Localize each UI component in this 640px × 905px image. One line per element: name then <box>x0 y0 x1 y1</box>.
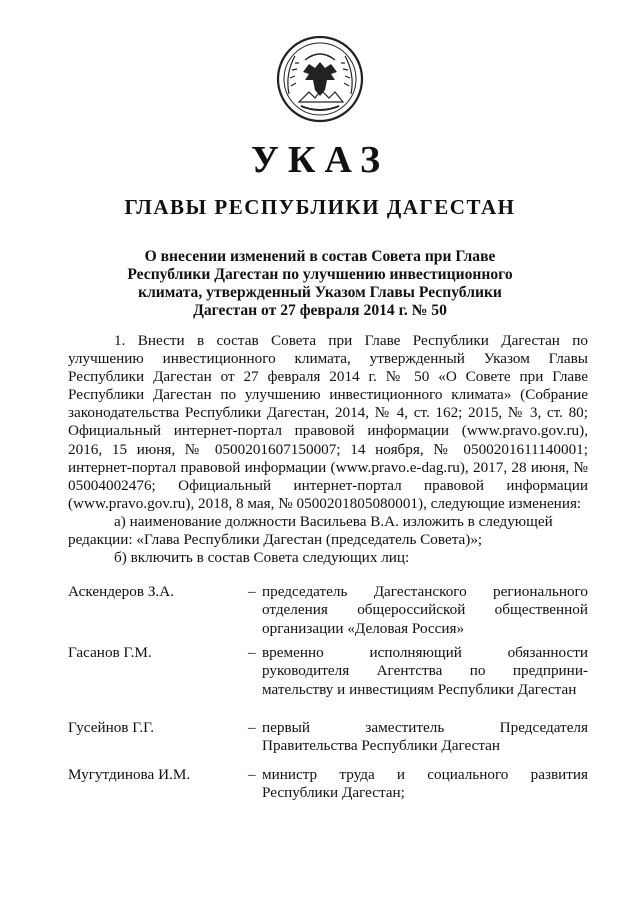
member-role-line: первый заместитель Председателя <box>262 719 588 736</box>
member-role-line: мательству и инвестициям Республики Дагестан <box>262 680 577 698</box>
member-role <box>262 644 588 699</box>
member-dash: – <box>248 644 256 661</box>
member-name: Гасанов Г.М. <box>68 644 152 661</box>
heading-line: Республики Дагестан по улучшению инвестиционного <box>127 266 513 283</box>
member-name: Мугутдинова И.М. <box>68 766 191 783</box>
member-name: Гусейнов Г.Г. <box>68 719 155 736</box>
member-role-line: руководителя Агентства по предприни- <box>262 662 588 680</box>
heading-line: Дагестан от 27 февраля 2014 г. № 50 <box>193 302 447 319</box>
item-b: б) включить в состав Совета следующих лиц: <box>114 549 410 567</box>
member-role-line: Республики Дагестан; <box>262 784 405 802</box>
member-role <box>262 719 588 756</box>
member-role-line: отделения общероссийской общественной <box>262 601 588 619</box>
member-role-line: временно исполняющий обязанности <box>262 644 588 661</box>
member-role-line: Правительства Республики Дагестан <box>262 737 501 755</box>
member-role-line: министр труда и социального развития <box>262 766 588 783</box>
member-role-line: организации «Деловая Россия» <box>262 619 465 637</box>
member-role <box>262 583 588 638</box>
decree-body <box>68 332 588 567</box>
item-a-line-1: а) наименование должности Васильева В.А. изложить в следующей <box>114 512 553 530</box>
member-dash: – <box>248 766 256 783</box>
member-name: Аскендеров З.А. <box>68 583 174 600</box>
heading-line: О внесении изменений в состав Совета при Главе <box>144 248 496 265</box>
decree-heading <box>100 248 540 320</box>
heading-line: климата, утвержденный Указом Главы Республики <box>138 284 502 301</box>
coat-of-arms-emblem <box>275 34 365 124</box>
member-dash: – <box>248 719 256 736</box>
document-title: УКАЗ <box>251 139 389 181</box>
member-role <box>262 766 588 803</box>
document-subtitle: ГЛАВЫ РЕСПУБЛИКИ ДАГЕСТАН <box>124 195 516 219</box>
item-a-line-2: редакции: «Глава Республики Дагестан (председатель Совета)»; <box>68 531 483 549</box>
member-dash: – <box>248 583 256 600</box>
paragraph-1: 1. Внести в состав Совета при Главе Республики Дагестан по улучшению инвестиционного климата, утвержденный Указом Главы Республики Дагестан от 27 февраля 2014 г. № 50 «О Совете при Главе Республики Дагестан по улучшению инвестиционного климата» (Собрание законодательства Республики Дагестан, 2014, № 4, ст. 162; 2015, № 3, ст. 80; Официальный интернет-портал правовой информации (www.pravo.gov.ru), 2016, 15 июня, № 0500201607150007; 14 ноября, № 0500201611140001; интернет-портал правовой информации (www.pravo.e-dag.ru), 2017, 28 июня, № 05004002476; Официальный интернет-портал правовой информации (www.pravo.gov.ru), 2018, 8 мая, № 0500201805080001), следующие изменения: <box>68 332 588 512</box>
member-role-line: председатель Дагестанского регионального <box>262 583 588 600</box>
